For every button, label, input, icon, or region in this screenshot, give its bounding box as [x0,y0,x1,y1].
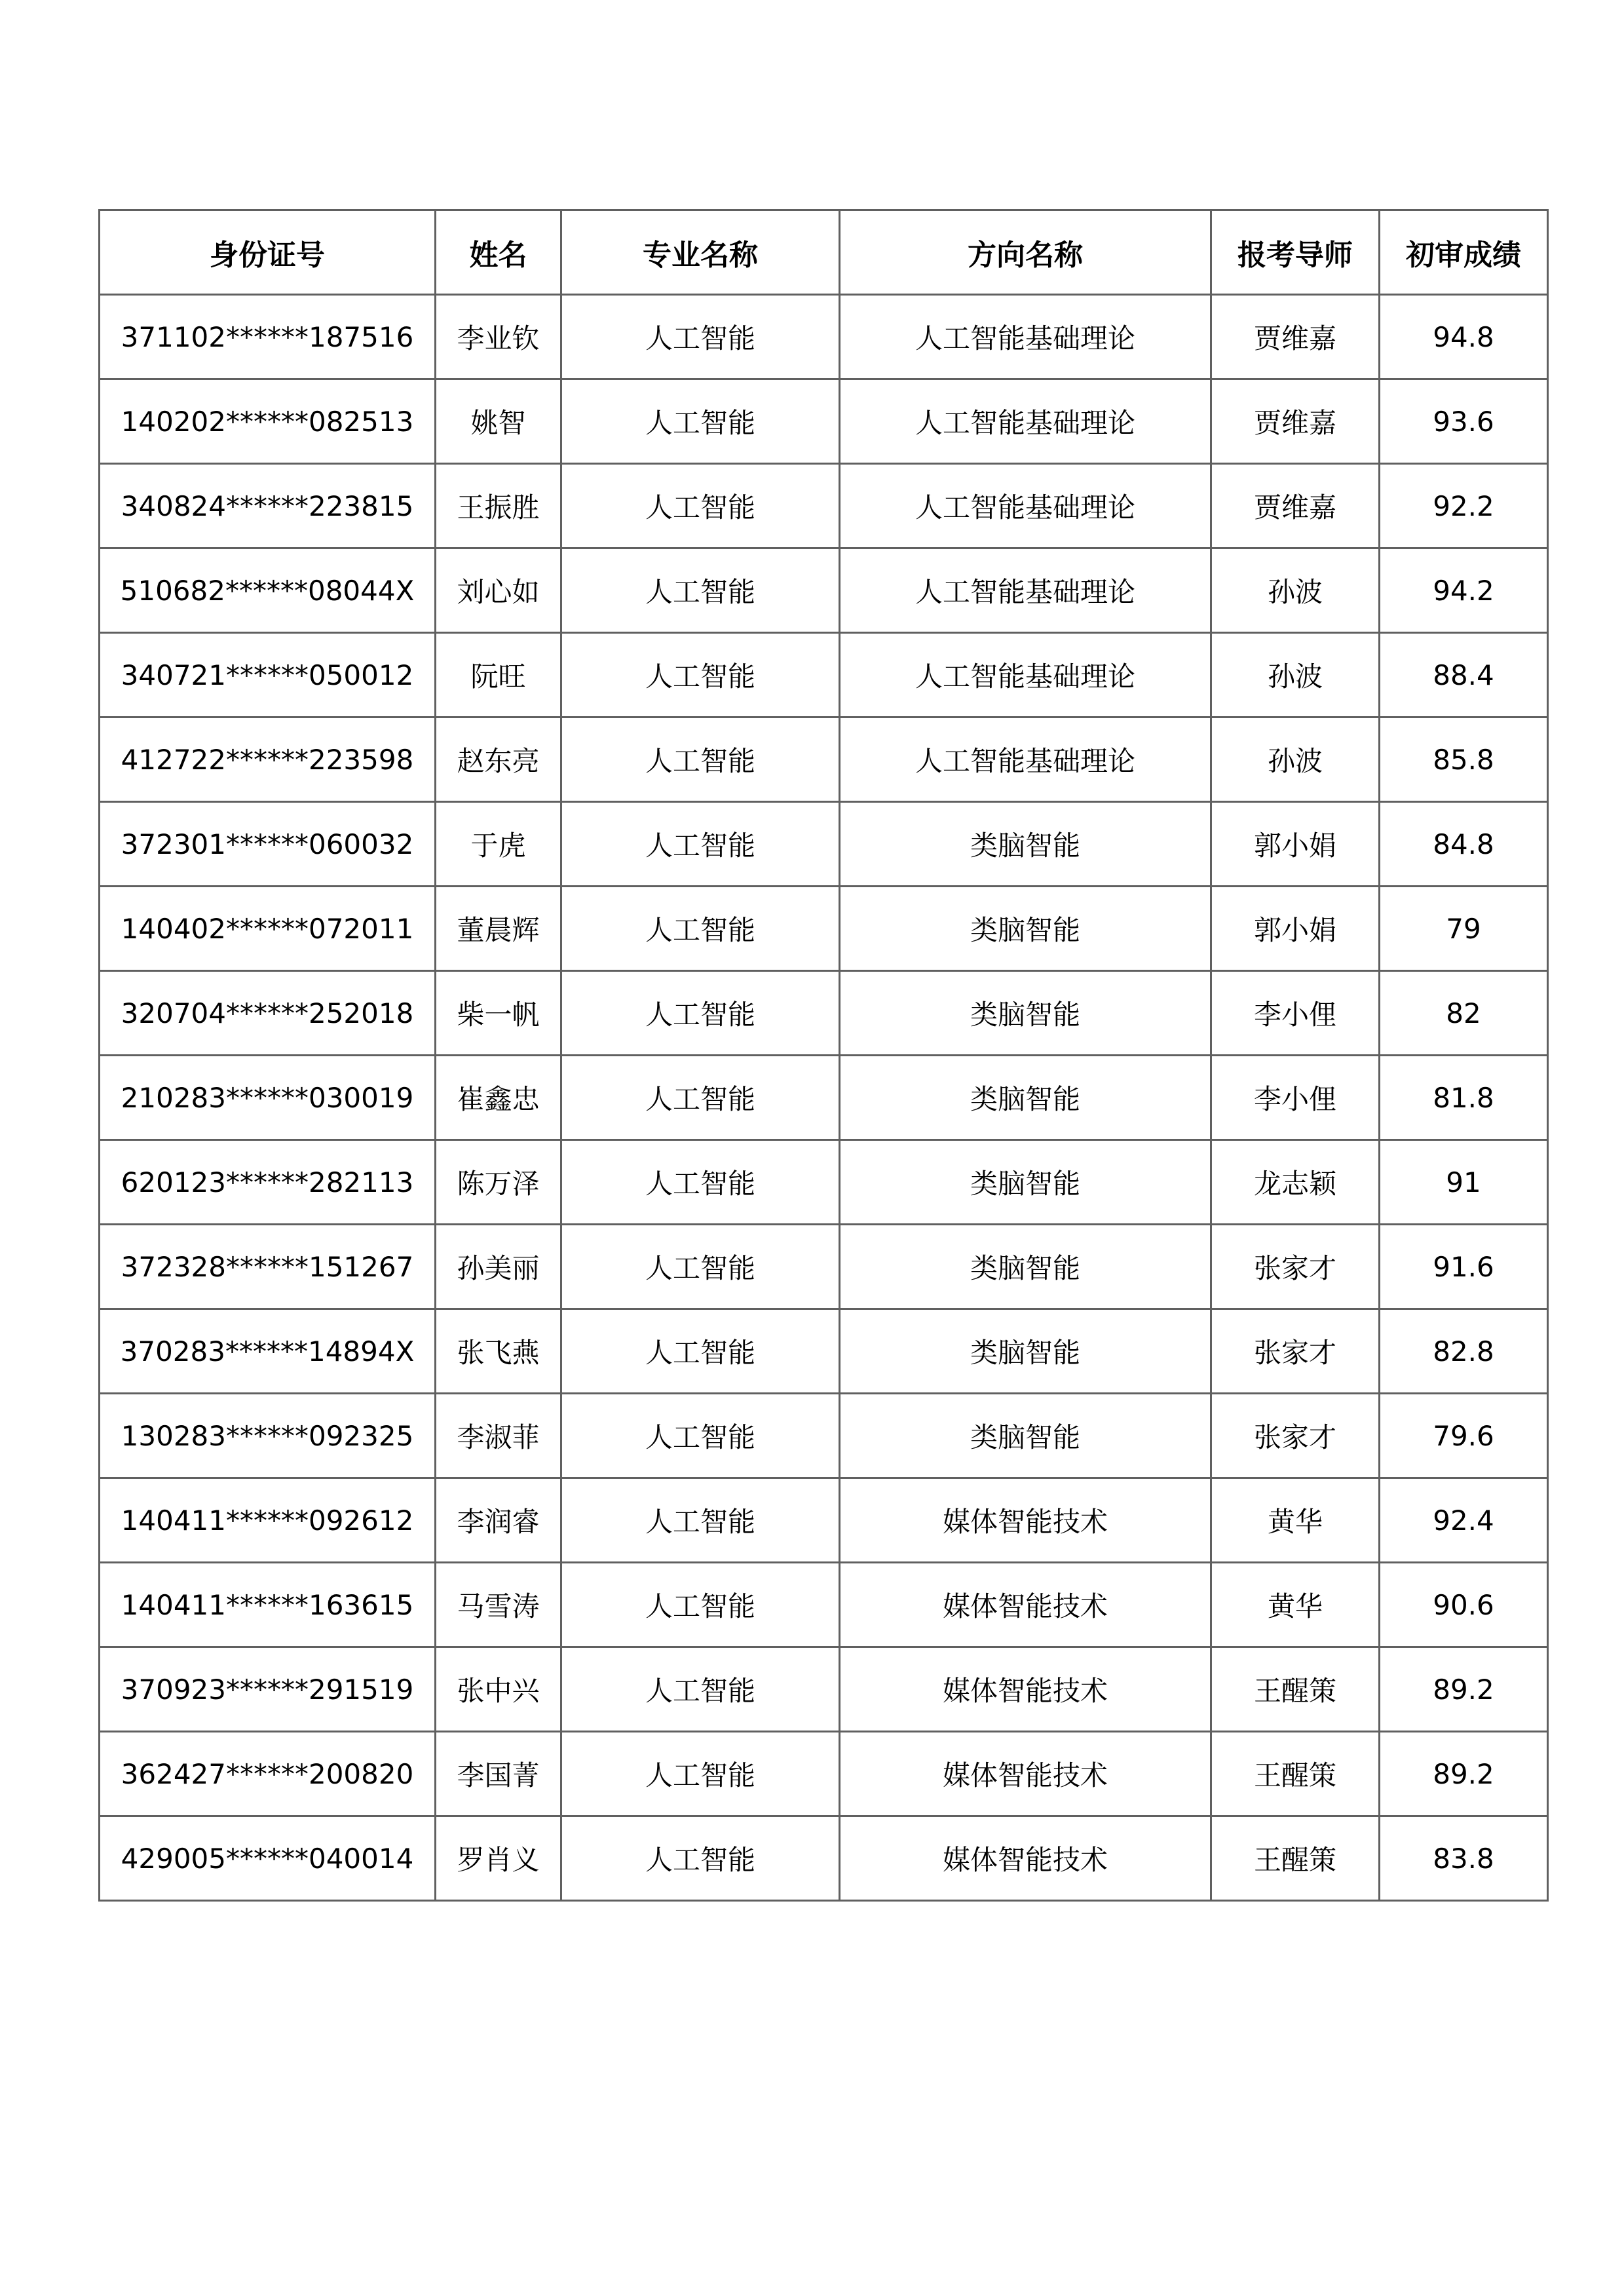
header-name: 姓名 [436,210,561,295]
table-row [100,1478,1548,1563]
table-row [100,1394,1548,1478]
cell-direction: 类脑智能 [840,1225,1211,1309]
cell-id-number: 130283******092325 [100,1394,436,1478]
cell-name: 柴一帆 [436,971,561,1056]
cell-id-number: 510682******08044X [100,548,436,633]
cell-score: 79 [1380,887,1548,971]
cell-direction: 类脑智能 [840,971,1211,1056]
cell-score: 89.2 [1380,1732,1548,1816]
cell-major: 人工智能 [561,1140,840,1225]
cell-name: 张中兴 [436,1647,561,1732]
cell-score: 89.2 [1380,1647,1548,1732]
table-row [100,802,1548,887]
cell-major: 人工智能 [561,1394,840,1478]
cell-id-number: 429005******040014 [100,1816,436,1901]
cell-direction: 人工智能基础理论 [840,379,1211,464]
table-row [100,295,1548,379]
header-major: 专业名称 [561,210,840,295]
table-row [100,1647,1548,1732]
table-row [100,379,1548,464]
cell-major: 人工智能 [561,464,840,548]
cell-id-number: 140411******163615 [100,1563,436,1647]
cell-direction: 类脑智能 [840,1394,1211,1478]
cell-major: 人工智能 [561,633,840,718]
cell-id-number: 362427******200820 [100,1732,436,1816]
table-row [100,548,1548,633]
cell-score: 85.8 [1380,718,1548,802]
table-row [100,1056,1548,1140]
cell-direction: 媒体智能技术 [840,1563,1211,1647]
cell-direction: 类脑智能 [840,802,1211,887]
table-row [100,1225,1548,1309]
header-supervisor: 报考导师 [1211,210,1380,295]
cell-major: 人工智能 [561,1056,840,1140]
cell-major: 人工智能 [561,1478,840,1563]
cell-direction: 类脑智能 [840,887,1211,971]
score-table [98,209,1549,1902]
cell-direction: 媒体智能技术 [840,1732,1211,1816]
cell-score: 94.2 [1380,548,1548,633]
cell-direction: 人工智能基础理论 [840,548,1211,633]
cell-name: 李淑菲 [436,1394,561,1478]
header-score: 初审成绩 [1380,210,1548,295]
header-id-number: 身份证号 [100,210,436,295]
cell-score: 91 [1380,1140,1548,1225]
cell-id-number: 370923******291519 [100,1647,436,1732]
cell-supervisor: 王醒策 [1211,1647,1380,1732]
cell-major: 人工智能 [561,1563,840,1647]
cell-score: 92.4 [1380,1478,1548,1563]
table-row [100,464,1548,548]
cell-name: 赵东亮 [436,718,561,802]
cell-id-number: 372301******060032 [100,802,436,887]
cell-name: 陈万泽 [436,1140,561,1225]
cell-supervisor: 郭小娟 [1211,887,1380,971]
cell-score: 79.6 [1380,1394,1548,1478]
cell-supervisor: 黄华 [1211,1478,1380,1563]
cell-id-number: 140411******092612 [100,1478,436,1563]
table-row [100,1563,1548,1647]
cell-major: 人工智能 [561,1732,840,1816]
cell-id-number: 140402******072011 [100,887,436,971]
cell-supervisor: 王醒策 [1211,1732,1380,1816]
cell-major: 人工智能 [561,548,840,633]
cell-direction: 类脑智能 [840,1056,1211,1140]
cell-score: 92.2 [1380,464,1548,548]
cell-supervisor: 王醒策 [1211,1816,1380,1901]
cell-id-number: 340721******050012 [100,633,436,718]
cell-major: 人工智能 [561,802,840,887]
cell-supervisor: 孙波 [1211,718,1380,802]
cell-major: 人工智能 [561,295,840,379]
cell-id-number: 140202******082513 [100,379,436,464]
header-direction: 方向名称 [840,210,1211,295]
table-row [100,1309,1548,1394]
cell-score: 84.8 [1380,802,1548,887]
cell-id-number: 370283******14894X [100,1309,436,1394]
cell-id-number: 340824******223815 [100,464,436,548]
cell-direction: 媒体智能技术 [840,1478,1211,1563]
cell-major: 人工智能 [561,718,840,802]
cell-name: 孙美丽 [436,1225,561,1309]
cell-direction: 媒体智能技术 [840,1647,1211,1732]
cell-score: 83.8 [1380,1816,1548,1901]
cell-name: 于虎 [436,802,561,887]
table-row [100,887,1548,971]
cell-supervisor: 李小俚 [1211,971,1380,1056]
cell-supervisor: 贾维嘉 [1211,295,1380,379]
cell-score: 81.8 [1380,1056,1548,1140]
table-row [100,1816,1548,1901]
cell-score: 82 [1380,971,1548,1056]
cell-score: 93.6 [1380,379,1548,464]
cell-score: 88.4 [1380,633,1548,718]
table-row [100,718,1548,802]
cell-direction: 媒体智能技术 [840,1816,1211,1901]
cell-major: 人工智能 [561,1309,840,1394]
cell-supervisor: 孙波 [1211,633,1380,718]
cell-score: 94.8 [1380,295,1548,379]
cell-supervisor: 贾维嘉 [1211,464,1380,548]
table-row [100,971,1548,1056]
cell-id-number: 371102******187516 [100,295,436,379]
cell-name: 张飞燕 [436,1309,561,1394]
cell-supervisor: 郭小娟 [1211,802,1380,887]
cell-name: 李国菁 [436,1732,561,1816]
table-row [100,1732,1548,1816]
cell-direction: 类脑智能 [840,1140,1211,1225]
cell-major: 人工智能 [561,1816,840,1901]
cell-score: 82.8 [1380,1309,1548,1394]
cell-name: 李业钦 [436,295,561,379]
cell-name: 王振胜 [436,464,561,548]
cell-name: 崔鑫忠 [436,1056,561,1140]
cell-id-number: 620123******282113 [100,1140,436,1225]
cell-name: 李润睿 [436,1478,561,1563]
cell-id-number: 372328******151267 [100,1225,436,1309]
cell-name: 姚智 [436,379,561,464]
cell-name: 刘心如 [436,548,561,633]
table-row [100,1140,1548,1225]
cell-name: 马雪涛 [436,1563,561,1647]
header-row [100,210,1548,295]
cell-id-number: 412722******223598 [100,718,436,802]
cell-id-number: 320704******252018 [100,971,436,1056]
cell-direction: 人工智能基础理论 [840,633,1211,718]
cell-supervisor: 贾维嘉 [1211,379,1380,464]
cell-direction: 人工智能基础理论 [840,464,1211,548]
cell-supervisor: 黄华 [1211,1563,1380,1647]
cell-score: 91.6 [1380,1225,1548,1309]
cell-supervisor: 张家才 [1211,1309,1380,1394]
cell-supervisor: 张家才 [1211,1225,1380,1309]
cell-direction: 人工智能基础理论 [840,295,1211,379]
cell-direction: 类脑智能 [840,1309,1211,1394]
cell-score: 90.6 [1380,1563,1548,1647]
cell-major: 人工智能 [561,1225,840,1309]
cell-name: 阮旺 [436,633,561,718]
cell-major: 人工智能 [561,971,840,1056]
table-row [100,633,1548,718]
cell-name: 董晨辉 [436,887,561,971]
cell-supervisor: 龙志颖 [1211,1140,1380,1225]
cell-major: 人工智能 [561,1647,840,1732]
cell-supervisor: 李小俚 [1211,1056,1380,1140]
cell-major: 人工智能 [561,379,840,464]
cell-supervisor: 张家才 [1211,1394,1380,1478]
cell-id-number: 210283******030019 [100,1056,436,1140]
cell-direction: 人工智能基础理论 [840,718,1211,802]
cell-name: 罗肖义 [436,1816,561,1901]
cell-major: 人工智能 [561,887,840,971]
cell-supervisor: 孙波 [1211,548,1380,633]
